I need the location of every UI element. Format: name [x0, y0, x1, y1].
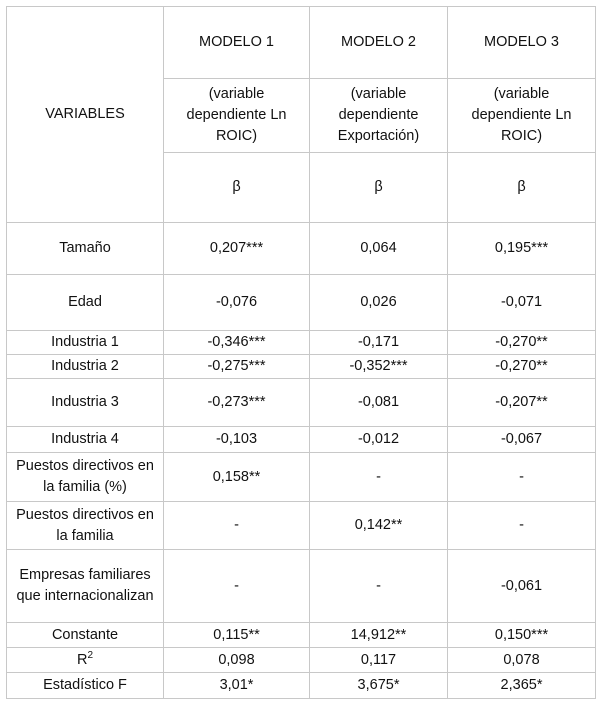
table-row — [7, 453, 596, 502]
model-1-value: 0,158** — [164, 453, 310, 502]
variable-name: Industria 4 — [7, 427, 164, 453]
model-3-value: 0,195*** — [448, 223, 596, 275]
model-2-value: -0,352*** — [310, 355, 448, 379]
model-3-value: - — [448, 453, 596, 502]
r-squared-label: R — [76, 651, 88, 668]
variables-header-cell — [7, 7, 164, 223]
model-3-value: 0,078 — [448, 648, 596, 673]
table-row — [7, 673, 596, 699]
variable-name: Estadístico F — [7, 673, 164, 699]
variables-header: VARIABLES — [45, 106, 125, 122]
model-2-value: 14,912** — [310, 623, 448, 648]
model-2-dependent: (variable dependiente Exportación) — [310, 79, 448, 153]
table-row — [7, 223, 596, 275]
model-1-value: 3,01* — [164, 673, 310, 699]
model-3-dependent: (variable dependiente Ln ROIC) — [448, 79, 596, 153]
table-row — [7, 623, 596, 648]
model-2-value: -0,171 — [310, 331, 448, 355]
model-1-name: MODELO 1 — [164, 7, 310, 79]
model-3-coef: β — [448, 153, 596, 223]
model-3-value: 2,365* — [448, 673, 596, 699]
model-2-name: MODELO 2 — [310, 7, 448, 79]
variable-name: Tamaño — [7, 223, 164, 275]
variable-name: Edad — [7, 275, 164, 331]
variable-name: Industria 1 — [7, 331, 164, 355]
model-1-value: 0,115** — [164, 623, 310, 648]
table-row — [7, 355, 596, 379]
variable-name: Puestos directivos en la familia — [7, 502, 164, 550]
table-row — [7, 648, 596, 673]
model-2-value: 3,675* — [310, 673, 448, 699]
r-squared-exponent: 2 — [87, 649, 94, 661]
regression-table — [6, 6, 596, 699]
table-row — [7, 502, 596, 550]
model-2-value: 0,142** — [310, 502, 448, 550]
variable-name: Industria 2 — [7, 355, 164, 379]
model-3-value: -0,270** — [448, 331, 596, 355]
model-2-value: 0,117 — [310, 648, 448, 673]
model-1-value: -0,275*** — [164, 355, 310, 379]
model-2-value: - — [310, 550, 448, 623]
model-1-value: -0,273*** — [164, 379, 310, 427]
variable-name: Industria 3 — [7, 379, 164, 427]
model-3-name: MODELO 3 — [448, 7, 596, 79]
model-3-value: -0,270** — [448, 355, 596, 379]
model-3-value: -0,207** — [448, 379, 596, 427]
model-1-value: 0,207*** — [164, 223, 310, 275]
variable-name: Puestos directivos en la familia (%) — [7, 453, 164, 502]
model-3-value: -0,061 — [448, 550, 596, 623]
model-2-value: - — [310, 453, 448, 502]
variable-name: Empresas familiares que internacionalizan — [7, 550, 164, 623]
model-2-value: 0,064 — [310, 223, 448, 275]
model-1-value: - — [164, 502, 310, 550]
table-row — [7, 550, 596, 623]
table-row — [7, 427, 596, 453]
model-2-coef: β — [310, 153, 448, 223]
model-3-value: -0,067 — [448, 427, 596, 453]
model-2-value: -0,081 — [310, 379, 448, 427]
model-3-value: -0,071 — [448, 275, 596, 331]
model-1-dependent: (variable dependiente Ln ROIC) — [164, 79, 310, 153]
header-row-model — [7, 7, 596, 79]
model-1-value: - — [164, 550, 310, 623]
model-1-value: -0,103 — [164, 427, 310, 453]
model-1-value: -0,076 — [164, 275, 310, 331]
model-2-value: 0,026 — [310, 275, 448, 331]
model-3-value: 0,150*** — [448, 623, 596, 648]
variable-name — [7, 648, 164, 673]
model-1-value: -0,346*** — [164, 331, 310, 355]
model-1-value: 0,098 — [164, 648, 310, 673]
model-1-coef: β — [164, 153, 310, 223]
table-row — [7, 331, 596, 355]
table-row — [7, 379, 596, 427]
variable-name: Constante — [7, 623, 164, 648]
table-row — [7, 275, 596, 331]
model-2-value: -0,012 — [310, 427, 448, 453]
model-3-value: - — [448, 502, 596, 550]
